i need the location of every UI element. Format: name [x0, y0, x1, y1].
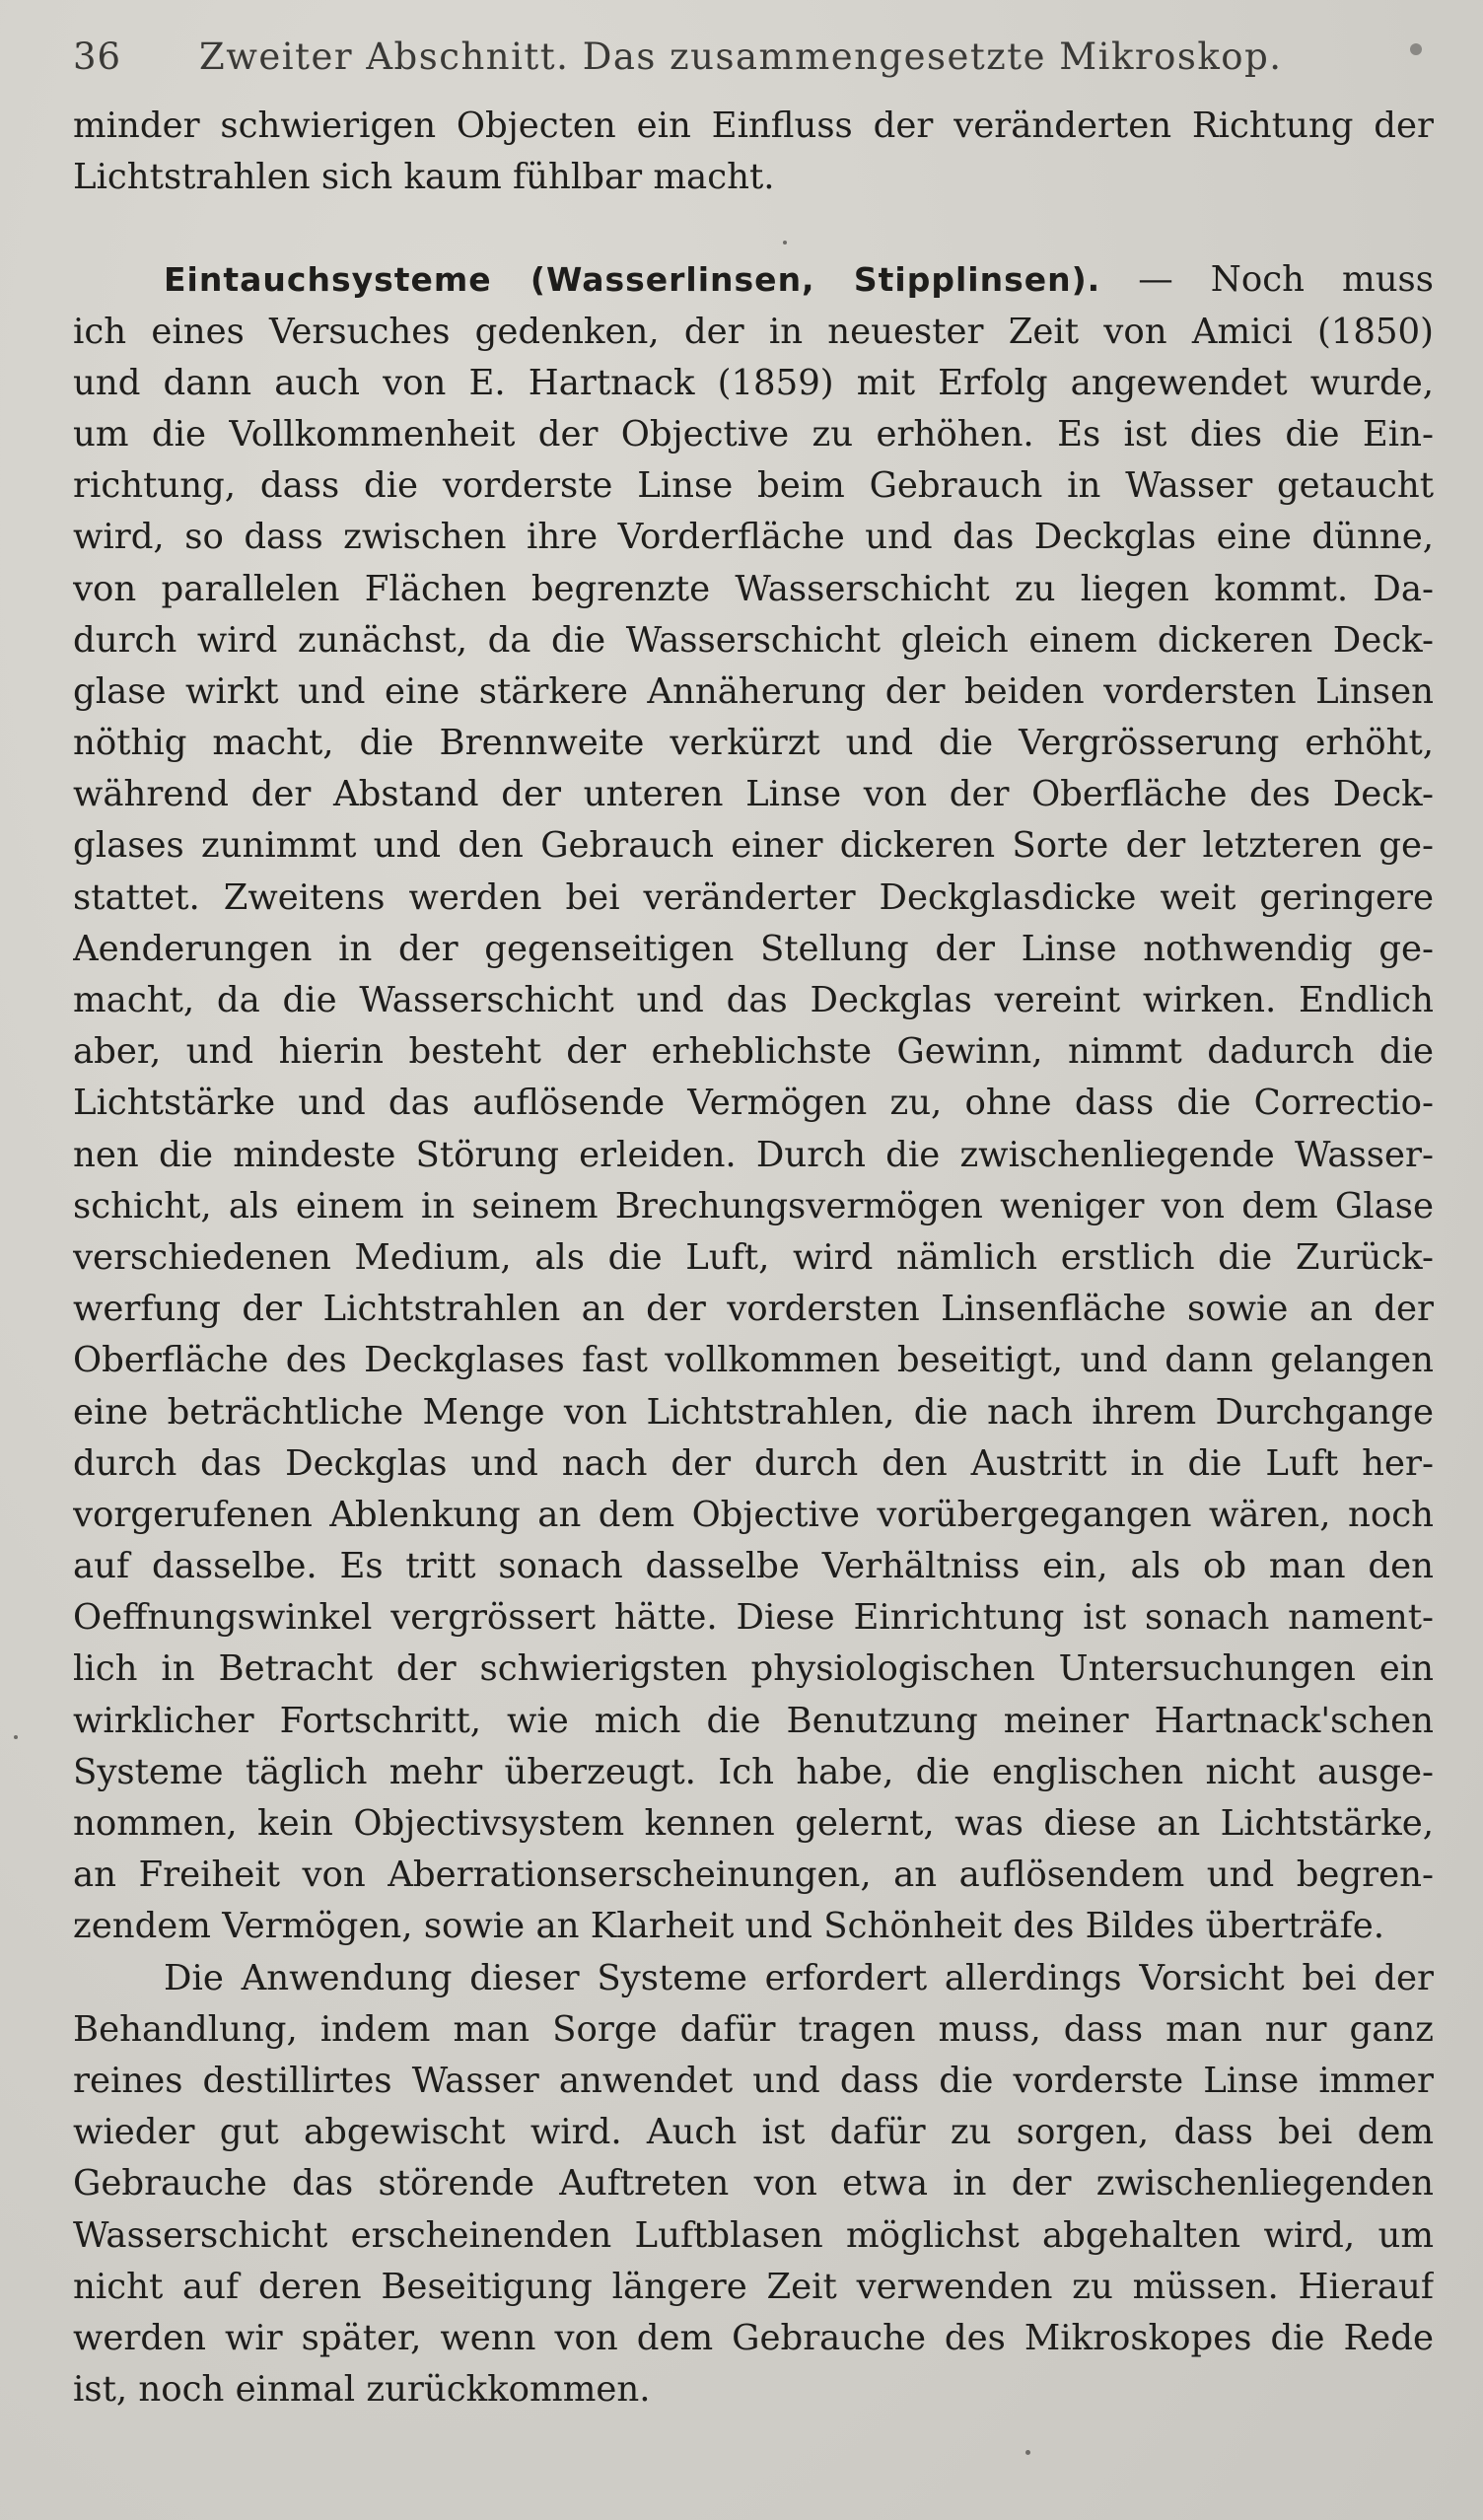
section-heading-rest: — Noch muss	[1100, 259, 1434, 301]
text-line: minder schwierigen Objecten ein Einfluss der veränderten Richtung der	[73, 105, 1434, 146]
text-line: Aenderungen in der gegenseitigen Stellung der Linse nothwendig ge-	[73, 928, 1434, 969]
text-line: reines destillirtes Wasser anwendet und dass die vorderste Linse immer	[73, 2060, 1434, 2101]
text-line: nommen, kein Objectivsystem kennen gelernt, was diese an Lichtstärke,	[73, 1803, 1434, 1844]
page-number: 36	[73, 35, 122, 78]
text-line: auf dasselbe. Es tritt sonach dasselbe Verhältniss ein, als ob man den	[73, 1546, 1434, 1587]
text-line: macht, da die Wasserschicht und das Deckglas vereint wirken. Endlich	[73, 980, 1434, 1020]
text-line: vorgerufenen Ablenkung an dem Objective vorübergegangen wären, noch	[73, 1494, 1434, 1535]
text-line: stattet. Zweitens werden bei veränderter Deckglasdicke weit geringere	[73, 876, 1434, 918]
text-line: nicht auf deren Beseitigung längere Zeit verwenden zu müssen. Hierauf	[73, 2266, 1434, 2307]
text-line: glase wirkt und eine stärkere Annäherung der beiden vordersten Linsen	[73, 670, 1434, 712]
text-line: Die Anwendung dieser Systeme erfordert allerdings Vorsicht bei der	[164, 1957, 1434, 1998]
section-eintauchsysteme	[73, 254, 1434, 1952]
text-line: ist, noch einmal zurückkommen.	[73, 2369, 651, 2411]
section-body	[73, 307, 1434, 1953]
paragraph-gap	[73, 203, 1434, 254]
text-line: Wasserschicht erscheinenden Luftblasen möglichst abgehalten wird, um	[73, 2214, 1434, 2256]
text-line: eine beträchtliche Menge von Lichtstrahlen, die nach ihrem Durchgange	[73, 1391, 1434, 1433]
text-line: werden wir später, wenn von dem Gebrauche des Mikroskopes die Rede	[73, 2317, 1434, 2358]
text-line: verschiedenen Medium, als die Luft, wird nämlich erstlich die Zurück-	[73, 1236, 1434, 1278]
text-line: werfung der Lichtstrahlen an der vordersten Linsenfläche sowie an der	[73, 1289, 1434, 1330]
text-line: richtung, dass die vorderste Linse beim Gebrauch in Wasser getaucht	[73, 465, 1434, 507]
book-page	[73, 35, 1434, 2415]
text-line: Lichtstrahlen sich kaum fühlbar macht.	[73, 157, 775, 198]
ink-speck	[14, 1735, 18, 1739]
text-line: schicht, als einem in seinem Brechungsvermögen weniger von dem Glase	[73, 1185, 1434, 1226]
text-line: zendem Vermögen, sowie an Klarheit und Schönheit des Bildes überträfe.	[73, 1906, 1385, 1947]
text-line: Gebrauche das störende Auftreten von etwa in der zwischenliegenden	[73, 2163, 1434, 2205]
paragraph-two	[73, 1953, 1434, 2416]
text-line: glases zunimmt und den Gebrauch einer dickeren Sorte der letzteren ge-	[73, 825, 1434, 867]
intro-paragraph	[73, 101, 1434, 203]
text-line: Lichtstärke und das auflösende Vermögen zu, ohne dass die Correctio-	[73, 1083, 1434, 1124]
ink-speck	[783, 241, 787, 245]
text-line: Oberfläche des Deckglases fast vollkommen beseitigt, und dann gelangen	[73, 1340, 1434, 1381]
text-line: Oeffnungswinkel vergrössert hätte. Diese Einrichtung ist sonach nament-	[73, 1597, 1434, 1639]
text-line: Behandlung, indem man Sorge dafür tragen muss, dass man nur ganz	[73, 2008, 1434, 2050]
text-line: ich eines Versuches gedenken, der in neuester Zeit von Amici (1850)	[73, 311, 1434, 352]
text-line: wieder gut abgewischt wird. Auch ist dafür zu sorgen, dass bei dem	[73, 2112, 1434, 2153]
page-header	[73, 35, 1434, 101]
text-line: durch wird zunächst, da die Wasserschicht gleich einem dickeren Deck-	[73, 619, 1434, 661]
text-line: an Freiheit von Aberrationserscheinungen, an auflösendem und begren-	[73, 1855, 1434, 1896]
paragraph-two-body	[73, 1953, 1434, 2416]
text-line: durch das Deckglas und nach der durch den Austritt in die Luft her-	[73, 1442, 1434, 1484]
text-line: lich in Betracht der schwierigsten physiologischen Untersuchungen ein	[73, 1648, 1434, 1690]
text-line: und dann auch von E. Hartnack (1859) mit Erfolg angewendet wurde,	[73, 362, 1434, 403]
text-line: nöthig macht, die Brennweite verkürzt und die Vergrösserung erhöht,	[73, 723, 1434, 764]
text-line: wird, so dass zwischen ihre Vorderfläche und das Deckglas eine dünne,	[73, 517, 1434, 558]
ink-speck	[1410, 43, 1422, 55]
section-heading: Eintauchsysteme (Wasserlinsen, Stipplinsen).	[164, 260, 1101, 300]
text-line: nen die mindeste Störung erleiden. Durch die zwischenliegende Wasser-	[73, 1134, 1434, 1175]
running-title: Zweiter Abschnitt. Das zusammengesetzte Mikroskop.	[199, 35, 1283, 78]
section-heading-line	[73, 254, 1434, 306]
text-line: während der Abstand der unteren Linse von der Oberfläche des Deck-	[73, 774, 1434, 815]
text-line: Systeme täglich mehr überzeugt. Ich habe, die englischen nicht ausge-	[73, 1751, 1434, 1792]
ink-speck	[1025, 2450, 1030, 2455]
text-line: von parallelen Flächen begrenzte Wasserschicht zu liegen kommt. Da-	[73, 568, 1434, 609]
text-line: aber, und hierin besteht der erheblichste Gewinn, nimmt dadurch die	[73, 1031, 1434, 1073]
text-line: wirklicher Fortschritt, wie mich die Benutzung meiner Hartnack'schen	[73, 1700, 1434, 1741]
text-line: um die Vollkommenheit der Objective zu erhöhen. Es ist dies die Ein-	[73, 413, 1434, 455]
